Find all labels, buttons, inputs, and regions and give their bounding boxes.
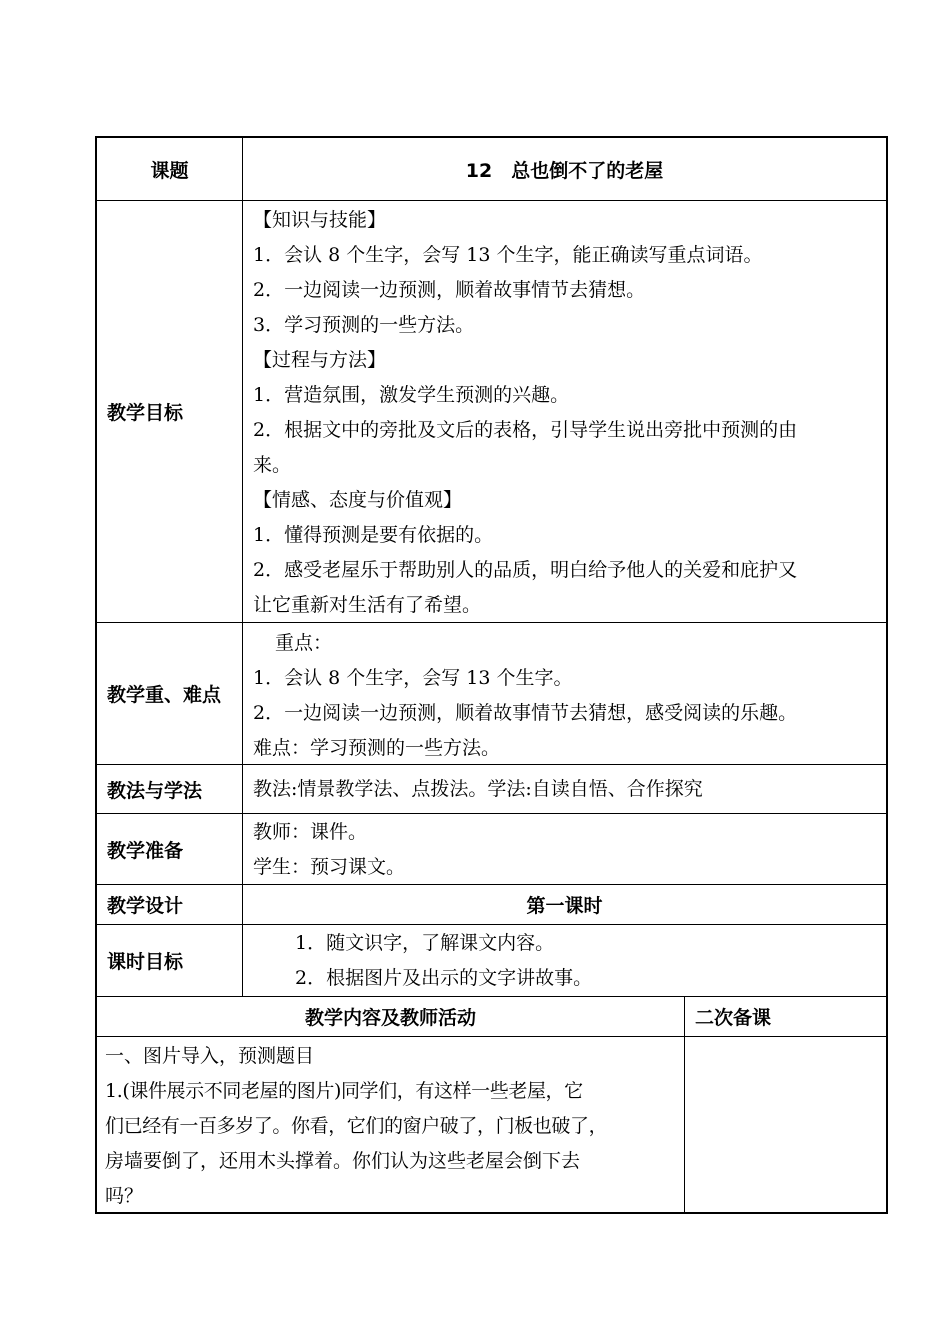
key-points-label: 教学重、难点 [107,684,222,706]
lesson-title: 12 总也倒不了的老屋 [465,159,664,182]
objective-line: 2．一边阅读一边预测，顺着故事情节去猜想。 [253,279,646,301]
key-point-line: 2．一边阅读一边预测，顺着故事情节去猜想，感受阅读的乐趣。 [253,702,798,724]
key-point-line: 1．会认 8 个生字，会写 13 个生字。 [253,667,573,689]
table-right-border [886,136,888,1214]
design-label: 教学设计 [107,895,184,917]
activity-line: 一、图片导入，预测题目 [105,1045,315,1067]
lesson-label: 课题 [150,159,189,182]
objective-line: 1．会认 8 个生字，会写 13 个生字，能正确读写重点词语。 [253,244,763,266]
objective-line: 【知识与技能】 [253,209,387,231]
methods-text: 教法:情景教学法、点拨法。学法:自读自悟、合作探究 [253,777,703,800]
activity-line: 1.(课件展示不同老屋的图片)同学们，有这样一些老屋，它 [105,1080,583,1102]
objectives-content [243,203,886,622]
objective-line: 1．营造氛围，激发学生预测的兴趣。 [253,384,570,406]
period-goals-label: 课时目标 [107,951,184,973]
preparation-content [243,815,886,884]
objective-line: 【情感、态度与价值观】 [253,489,463,511]
key-point-line: 重点： [275,632,333,654]
period-title: 第一课时 [526,895,603,917]
period-goals-content [243,926,886,996]
activity-header: 教学内容及教师活动 [304,1007,476,1029]
second-prep-header: 二次备课 [695,1007,772,1029]
second-prep-cell [685,1037,886,1212]
objective-line: 3．学习预测的一些方法。 [253,314,475,336]
objective-line: 让它重新对生活有了希望。 [253,594,482,616]
preparation-line: 教师：课件。 [253,821,368,843]
objectives-label: 教学目标 [107,402,184,424]
activity-content [97,1039,684,1212]
objective-line: 2．根据文中的旁批及文后的表格，引导学生说出旁批中预测的由 [253,419,798,441]
activity-line: 们已经有一百多岁了。你看，它们的窗户破了，门板也破了， [105,1115,608,1137]
activity-line: 房墙要倒了，还用木头撑着。你们认为这些老屋会倒下去 [105,1150,581,1172]
period-goal-line: 2．根据图片及出示的文字讲故事。 [295,967,593,989]
preparation-label: 教学准备 [107,839,184,862]
objective-line: 来。 [253,454,292,476]
objective-line: 【过程与方法】 [253,349,387,371]
key-points-content [243,626,886,764]
period-goal-line: 1．随文识字，了解课文内容。 [295,932,555,954]
objective-line: 1．懂得预测是要有依据的。 [253,524,494,546]
methods-label: 教法与学法 [107,779,203,802]
activity-line: 吗？ [105,1185,144,1207]
objective-line: 2．感受老屋乐于帮助别人的品质，明白给予他人的关爱和庇护又 [253,559,798,581]
key-point-line: 难点：学习预测的一些方法。 [253,737,501,759]
preparation-line: 学生：预习课文。 [253,856,406,878]
